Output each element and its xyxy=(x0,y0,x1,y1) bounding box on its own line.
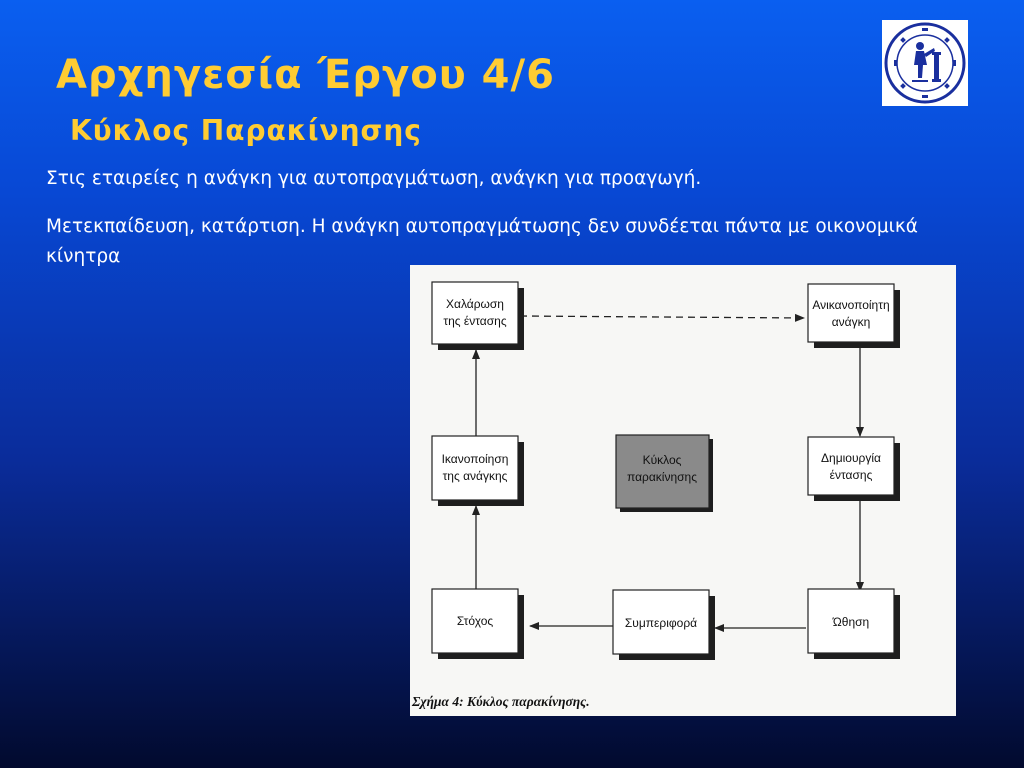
center-label-1: Κύκλος xyxy=(642,453,682,467)
paragraph-1: Στις εταιρείες η ανάγκη για αυτοπραγμάτωση, ανάγκη για προαγωγή. xyxy=(46,168,702,189)
node-drive-label: Ώθηση xyxy=(832,615,870,629)
slide-title: Αρχηγεσία Έργου 4/6 xyxy=(56,52,555,98)
motivation-cycle-figure xyxy=(410,265,956,716)
node-tension-label-2: έντασης xyxy=(829,468,873,482)
node-relaxation-label-2: της έντασης xyxy=(443,314,507,328)
node-unsatisfied-need-label-2: ανάγκη xyxy=(831,315,871,329)
node-tension-box xyxy=(808,437,894,495)
node-satisfaction-label-1: Ικανοποίηση xyxy=(441,452,509,466)
node-relaxation-label-1: Χαλάρωση xyxy=(446,297,504,311)
node-relaxation-box xyxy=(432,282,518,344)
node-behavior-label: Συμπεριφορά xyxy=(624,616,698,630)
arrow-relaxation-to-need xyxy=(520,316,804,318)
node-goal-label: Στόχος xyxy=(456,614,494,628)
slide-subtitle: Κύκλος Παρακίνησης xyxy=(70,114,422,147)
motivation-cycle-diagram xyxy=(410,265,956,716)
paragraph-2: Μετεκπαίδευση, κατάρτιση. Η ανάγκη αυτοπραγμάτωσης δεν συνδέεται πάντα με οικονομικά κίνητρα xyxy=(46,216,918,267)
seal-icon xyxy=(882,20,968,106)
node-unsatisfied-need-label-1: Ανικανοποίητη xyxy=(812,298,890,312)
node-satisfaction-box xyxy=(432,436,518,500)
center-label-2: παρακίνησης xyxy=(626,470,698,484)
figure-caption: Σχήμα 4: Κύκλος παρακίνησης. xyxy=(412,694,590,709)
node-unsatisfied-need-box xyxy=(808,284,894,342)
university-seal-logo xyxy=(882,20,968,106)
node-satisfaction-label-2: της ανάγκης xyxy=(442,469,508,483)
node-tension-label-1: Δημιουργία xyxy=(821,451,881,465)
